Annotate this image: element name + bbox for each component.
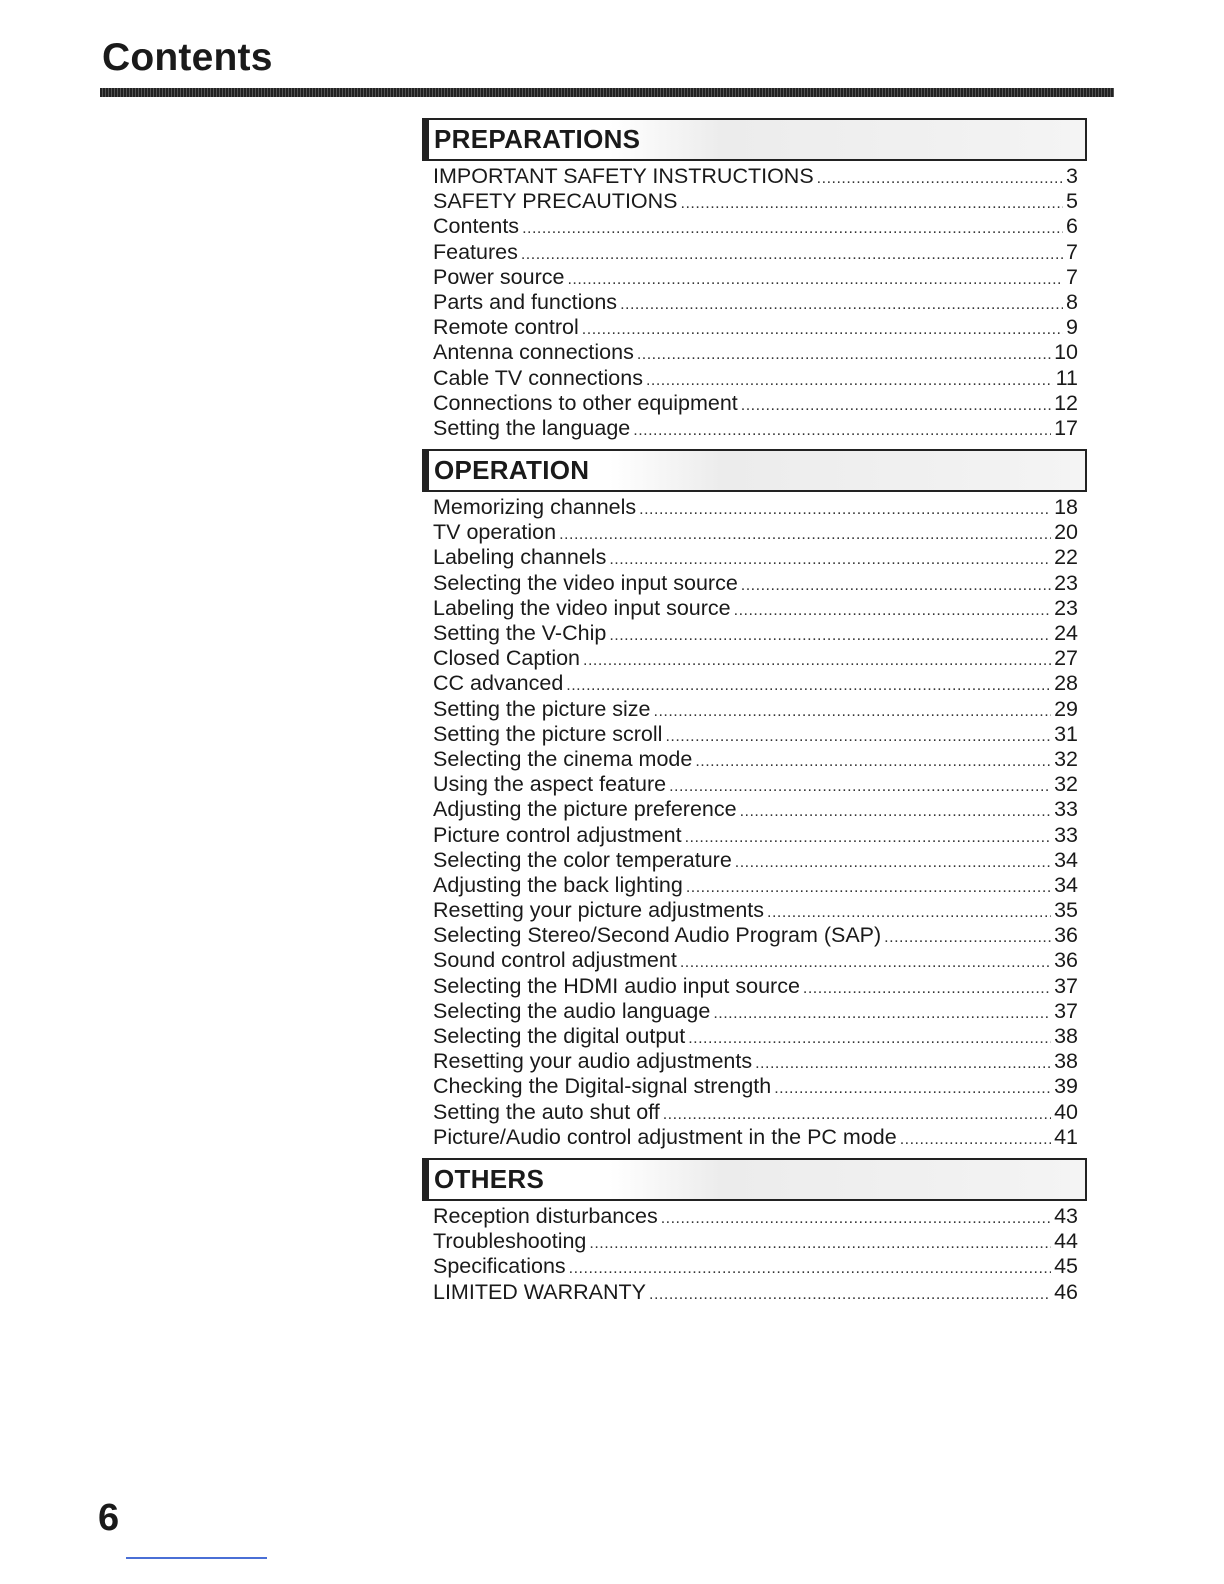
toc-entry-title: Setting the auto shut off	[433, 1099, 660, 1124]
toc-entry	[433, 214, 1078, 239]
toc-entry-page: 35	[1054, 898, 1078, 923]
page-title: Contents	[102, 36, 273, 79]
toc-entry-title: Using the aspect feature	[433, 772, 667, 797]
toc-entry-title: Adjusting the back lighting	[433, 872, 683, 897]
toc-entry-title: Troubleshooting	[433, 1229, 587, 1254]
toc-entry-list	[433, 495, 1078, 1150]
toc-entry-page: 37	[1054, 998, 1078, 1023]
toc-entry-title: Picture control adjustment	[433, 822, 682, 847]
toc-entry-page: 32	[1054, 746, 1078, 771]
title-divider	[100, 88, 1114, 97]
toc-entry	[433, 571, 1078, 596]
toc-entry-title: Parts and functions	[433, 289, 618, 314]
toc-entry-title: Reception disturbances	[433, 1203, 658, 1228]
toc-entry	[433, 189, 1078, 214]
dot-leader	[669, 773, 1051, 798]
toc-entry-page: 46	[1054, 1279, 1078, 1304]
toc-entry-page: 39	[1054, 1074, 1078, 1099]
toc-entry	[433, 1280, 1078, 1305]
section-spacer	[422, 1150, 1087, 1158]
dot-leader	[633, 417, 1051, 442]
dot-leader	[646, 367, 1053, 392]
toc-entry-title: Selecting Stereo/Second Audio Program (SAP)	[433, 923, 882, 948]
toc-entry	[433, 1254, 1078, 1279]
section-heading: PREPARATIONS	[434, 124, 641, 154]
toc-entry-title: Features	[433, 239, 518, 264]
toc-entry-title: Labeling channels	[433, 545, 607, 570]
toc-entry-title: IMPORTANT SAFETY INSTRUCTIONS	[433, 164, 814, 188]
toc-entry-title: Memorizing channels	[433, 495, 637, 520]
toc-entry	[433, 1049, 1078, 1074]
toc-entry-page: 41	[1054, 1124, 1078, 1149]
dot-leader	[567, 266, 1063, 291]
toc-entry-page: 23	[1054, 570, 1078, 595]
toc-section-preparations	[422, 118, 1087, 441]
toc-entry-page: 23	[1054, 595, 1078, 620]
toc-entry-page: 36	[1054, 923, 1078, 948]
section-header	[422, 1158, 1087, 1201]
toc-entry-page: 7	[1066, 264, 1078, 289]
toc-entry	[433, 520, 1078, 545]
toc-entry	[433, 596, 1078, 621]
toc-entry-title: Resetting your picture adjustments	[433, 898, 765, 923]
dot-leader	[803, 975, 1051, 1000]
toc-entry	[433, 722, 1078, 747]
dot-leader	[735, 849, 1051, 874]
toc-entry	[433, 923, 1078, 948]
dot-leader	[740, 798, 1052, 823]
toc-entry	[433, 545, 1078, 570]
toc-entry-page: 12	[1054, 390, 1078, 415]
dot-leader	[609, 546, 1051, 571]
toc-entry	[433, 948, 1078, 973]
toc-entry	[433, 340, 1078, 365]
toc-entry-page: 9	[1066, 315, 1078, 340]
dot-leader	[755, 1050, 1051, 1075]
toc-entry-title: Resetting your audio adjustments	[433, 1049, 753, 1074]
toc-entry-page: 36	[1054, 948, 1078, 973]
dot-leader	[521, 241, 1063, 266]
toc-entry-page: 6	[1066, 214, 1078, 239]
toc-entry	[433, 315, 1078, 340]
toc-entry-title: Remote control	[433, 315, 579, 340]
toc-entry-title: Picture/Audio control adjustment in the PC mode	[433, 1124, 897, 1149]
toc-entry-page: 37	[1054, 973, 1078, 998]
dot-leader	[559, 521, 1051, 546]
toc-entry-page: 31	[1054, 721, 1078, 746]
dot-leader	[686, 874, 1051, 899]
toc-entry-page: 11	[1055, 365, 1078, 390]
toc-entry	[433, 1229, 1078, 1254]
dot-leader	[620, 291, 1063, 316]
toc-entry	[433, 1125, 1078, 1150]
toc-entry-page: 33	[1054, 822, 1078, 847]
toc-entry-page: 22	[1054, 545, 1078, 570]
toc-entry-list	[433, 1204, 1078, 1305]
toc-entry-page: 8	[1066, 289, 1078, 314]
toc-entry-title: CC advanced	[433, 671, 564, 696]
dot-leader	[589, 1230, 1051, 1255]
toc-entry-page: 38	[1054, 1024, 1078, 1048]
dot-leader	[649, 1281, 1051, 1306]
toc-entry-title: Setting the V-Chip	[433, 621, 607, 645]
dot-leader	[900, 1126, 1051, 1151]
dot-leader	[569, 1255, 1051, 1280]
toc-entry	[433, 164, 1078, 189]
dot-leader	[817, 165, 1063, 190]
toc-entry-title: Setting the language	[433, 415, 631, 440]
toc-entry-page: 34	[1054, 872, 1078, 897]
dot-leader	[685, 824, 1052, 849]
toc-entry	[433, 823, 1078, 848]
toc-entry-title: Selecting the digital output	[433, 1024, 686, 1048]
toc-entry-page: 10	[1054, 340, 1078, 365]
section-header	[422, 118, 1087, 161]
toc-entry-title: Specifications	[433, 1254, 566, 1279]
toc-entry	[433, 1100, 1078, 1125]
toc-entry-page: 28	[1054, 671, 1078, 696]
toc-entry-title: LIMITED WARRANTY	[433, 1279, 647, 1304]
toc-entry	[433, 747, 1078, 772]
toc-entry-page: 44	[1054, 1229, 1078, 1254]
toc-entry-title: Labeling the video input source	[433, 595, 731, 620]
toc-entry	[433, 240, 1078, 265]
dot-leader	[774, 1075, 1051, 1100]
toc-entry-title: Antenna connections	[433, 340, 634, 365]
toc-entry-title: Checking the Digital-signal strength	[433, 1074, 772, 1099]
toc-entry-page: 33	[1054, 797, 1078, 822]
toc-entry-title: Selecting the HDMI audio input source	[433, 973, 800, 998]
dot-leader	[663, 1101, 1051, 1126]
toc-entry	[433, 999, 1078, 1024]
dot-leader	[741, 572, 1051, 597]
toc-entry-title: Setting the picture scroll	[433, 721, 663, 746]
toc-entry-page: 24	[1054, 621, 1078, 645]
dot-leader	[713, 1000, 1051, 1025]
toc-entry-page: 32	[1054, 772, 1078, 797]
toc-entry-title: TV operation	[433, 520, 557, 545]
toc-entry	[433, 416, 1078, 441]
toc-entry	[433, 898, 1078, 923]
dot-leader	[522, 215, 1063, 240]
toc-entry-title: Selecting the video input source	[433, 570, 738, 595]
toc-entry-title: Selecting the cinema mode	[433, 746, 693, 771]
toc-entry	[433, 974, 1078, 999]
toc-entry-page: 7	[1066, 239, 1078, 264]
toc-entry	[433, 797, 1078, 822]
dot-leader	[566, 672, 1051, 697]
section-heading: OPERATION	[434, 455, 590, 486]
dot-leader	[654, 698, 1052, 723]
toc-entry-title: Closed Caption	[433, 646, 581, 671]
toc-entry	[433, 265, 1078, 290]
toc-entry-title: Selecting the audio language	[433, 998, 711, 1023]
toc-entry-page: 3	[1066, 164, 1078, 188]
toc-entry	[433, 1204, 1078, 1229]
toc-entry-page: 40	[1054, 1099, 1078, 1124]
toc-entry-title: Cable TV connections	[433, 365, 643, 390]
toc-entry-page: 34	[1054, 847, 1078, 872]
toc-entry-page: 45	[1054, 1254, 1078, 1279]
toc-entry	[433, 290, 1078, 315]
dot-leader	[639, 496, 1051, 521]
toc-entry-title: Adjusting the picture preference	[433, 797, 737, 822]
dot-leader	[884, 924, 1051, 949]
toc-entry-title: SAFETY PRECAUTIONS	[433, 189, 678, 214]
toc-section-operation	[422, 449, 1087, 1150]
toc-entry	[433, 671, 1078, 696]
table-of-contents	[422, 118, 1087, 1305]
toc-entry-title: Sound control adjustment	[433, 948, 677, 973]
toc-entry	[433, 772, 1078, 797]
dot-leader	[609, 622, 1051, 647]
dot-leader	[661, 1205, 1051, 1230]
toc-entry	[433, 1074, 1078, 1099]
toc-entry-title: Setting the picture size	[433, 696, 651, 721]
dot-leader	[767, 899, 1051, 924]
toc-entry	[433, 697, 1078, 722]
section-spacer	[422, 441, 1087, 449]
dot-leader	[680, 949, 1051, 974]
toc-entry-page: 43	[1054, 1203, 1078, 1228]
footer-divider	[126, 1557, 267, 1559]
toc-entry	[433, 848, 1078, 873]
toc-entry	[433, 1024, 1078, 1049]
toc-entry	[433, 391, 1078, 416]
dot-leader	[681, 190, 1064, 215]
toc-entry-title: Power source	[433, 264, 565, 289]
toc-entry-page: 5	[1066, 189, 1078, 214]
toc-entry-page: 18	[1054, 495, 1078, 520]
toc-entry-page: 17	[1054, 415, 1078, 440]
dot-leader	[734, 597, 1051, 622]
toc-entry-page: 29	[1054, 696, 1078, 721]
toc-entry	[433, 366, 1078, 391]
toc-entry-title: Contents	[433, 214, 520, 239]
dot-leader	[741, 392, 1051, 417]
dot-leader	[637, 341, 1051, 366]
toc-entry	[433, 621, 1078, 646]
toc-entry	[433, 495, 1078, 520]
dot-leader	[695, 748, 1051, 773]
toc-entry	[433, 646, 1078, 671]
dot-leader	[665, 723, 1051, 748]
section-heading: OTHERS	[434, 1163, 545, 1194]
section-header	[422, 449, 1087, 492]
dot-leader	[582, 316, 1063, 341]
toc-entry	[433, 873, 1078, 898]
toc-section-others	[422, 1158, 1087, 1305]
dot-leader	[583, 647, 1051, 672]
toc-entry-title: Connections to other equipment	[433, 390, 738, 415]
toc-entry-page: 20	[1054, 520, 1078, 545]
toc-entry-title: Selecting the color temperature	[433, 847, 732, 872]
dot-leader	[688, 1025, 1051, 1050]
toc-entry-list	[433, 164, 1078, 441]
page-number: 6	[98, 1497, 120, 1539]
toc-entry-page: 38	[1054, 1049, 1078, 1074]
toc-entry-page: 27	[1054, 646, 1078, 671]
